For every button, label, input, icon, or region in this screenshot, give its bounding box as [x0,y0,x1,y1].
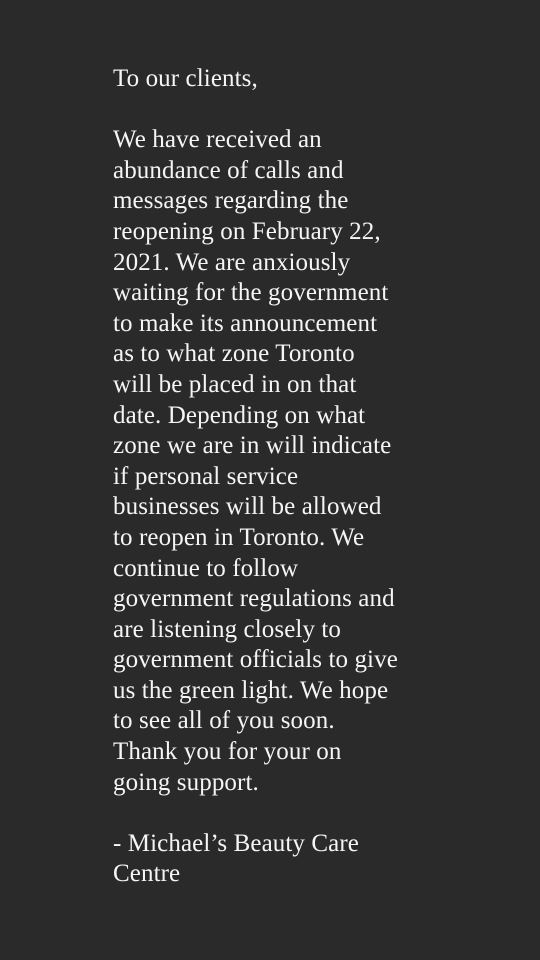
body-line: 2021. We are anxiously [113,248,351,276]
body-line: going support. [113,768,259,796]
signature [113,829,443,890]
body-line: to see all of you soon. [113,707,335,735]
paragraph-gap [113,798,443,829]
body-line: will be placed in on that [113,370,357,398]
paragraph-gap [113,95,443,126]
body-line: to reopen in Toronto. We [113,523,365,551]
body-line: businesses will be allowed [113,493,382,521]
body-line: as to what zone Toronto [113,340,355,368]
body-line: date. Depending on what [113,401,366,429]
body-line: abundance of calls and [113,156,344,184]
body-line: us the green light. We hope [113,676,389,704]
body-line: continue to follow [113,554,299,582]
body-line: to make its announcement [113,309,378,337]
message-body [113,125,443,798]
body-line: government regulations and [113,585,395,613]
body-line: Thank you for your on [113,738,342,766]
body-line: messages regarding the [113,187,349,215]
notice-text [113,64,443,890]
body-line: government officials to give [113,646,398,674]
signature-line: - Michael’s Beauty Care [113,829,359,857]
greeting-line: To our clients, [113,65,258,92]
body-line: We have received an [113,126,322,154]
body-line: reopening on February 22, [113,217,381,245]
signature-line: Centre [113,860,181,888]
body-line: zone we are in will indicate [113,432,392,460]
body-line: if personal service [113,462,299,490]
body-line: are listening closely to [113,615,342,643]
body-line: waiting for the government [113,279,389,307]
